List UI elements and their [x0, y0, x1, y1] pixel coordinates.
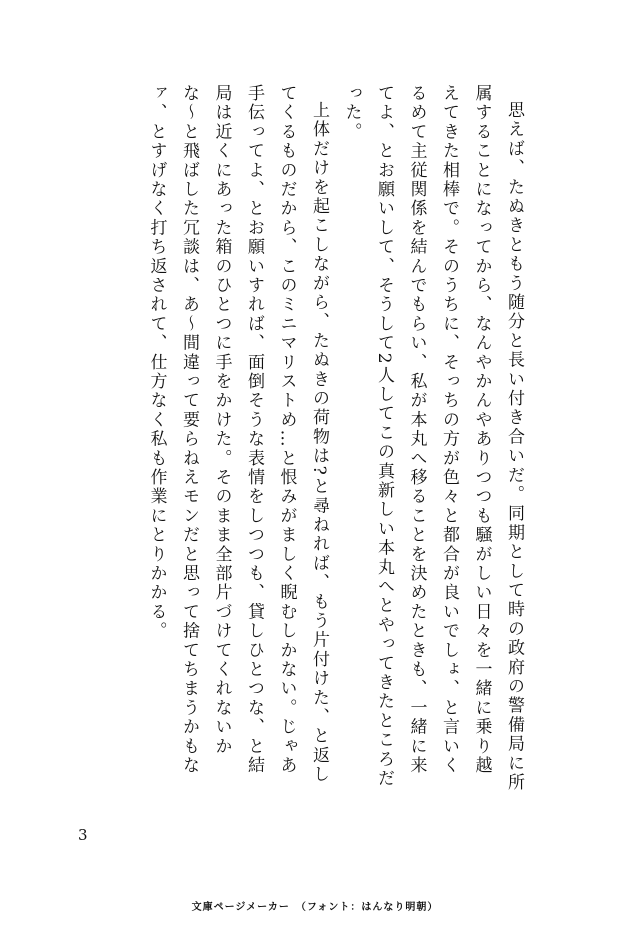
paragraph-2: 上体だけを起こしながら、たぬきの荷物は?と尋ねれば、もう片付けた、と返してくるものだから、このミニマリストめ…と恨みがましく睨むしかない。じゃあ手伝ってよ、とお願いすれば、面倒そうな表情をしつつも、貸しひとつな、と結局は近くにあった箱のひとつに手をかけた。そのまま全部片づけてくれないかな〜と飛ばした冗談は、あ〜間違って要らねえモンだと思って捨てちまうかもなァ、とすげなく打ち返されて、仕方なく私も作業にとりかかる。: [146, 84, 329, 785]
footer-credit: 文庫ページメーカー （フォント：はんなり明朝）: [191, 902, 439, 913]
vertical-text-body: [90, 84, 530, 794]
paragraph-1: 思えば、たぬきともう随分と長い付き合いだ。同期として時の政府の警備局に所属することになってから、なんやかんやありつつも騒がしい日々を一緒に乗り越えてきた相棒で。そのうちに、そっちの方が色々と都合が良いでしょ、と言いくるめて主従関係を結んでもらい、私が本丸へ移ることを決めたときも、一緒に来てよ、とお願いして、そうして2人してこの真新しい本丸へとやってきたところだった。: [341, 84, 524, 793]
page-number: 3: [78, 826, 88, 844]
